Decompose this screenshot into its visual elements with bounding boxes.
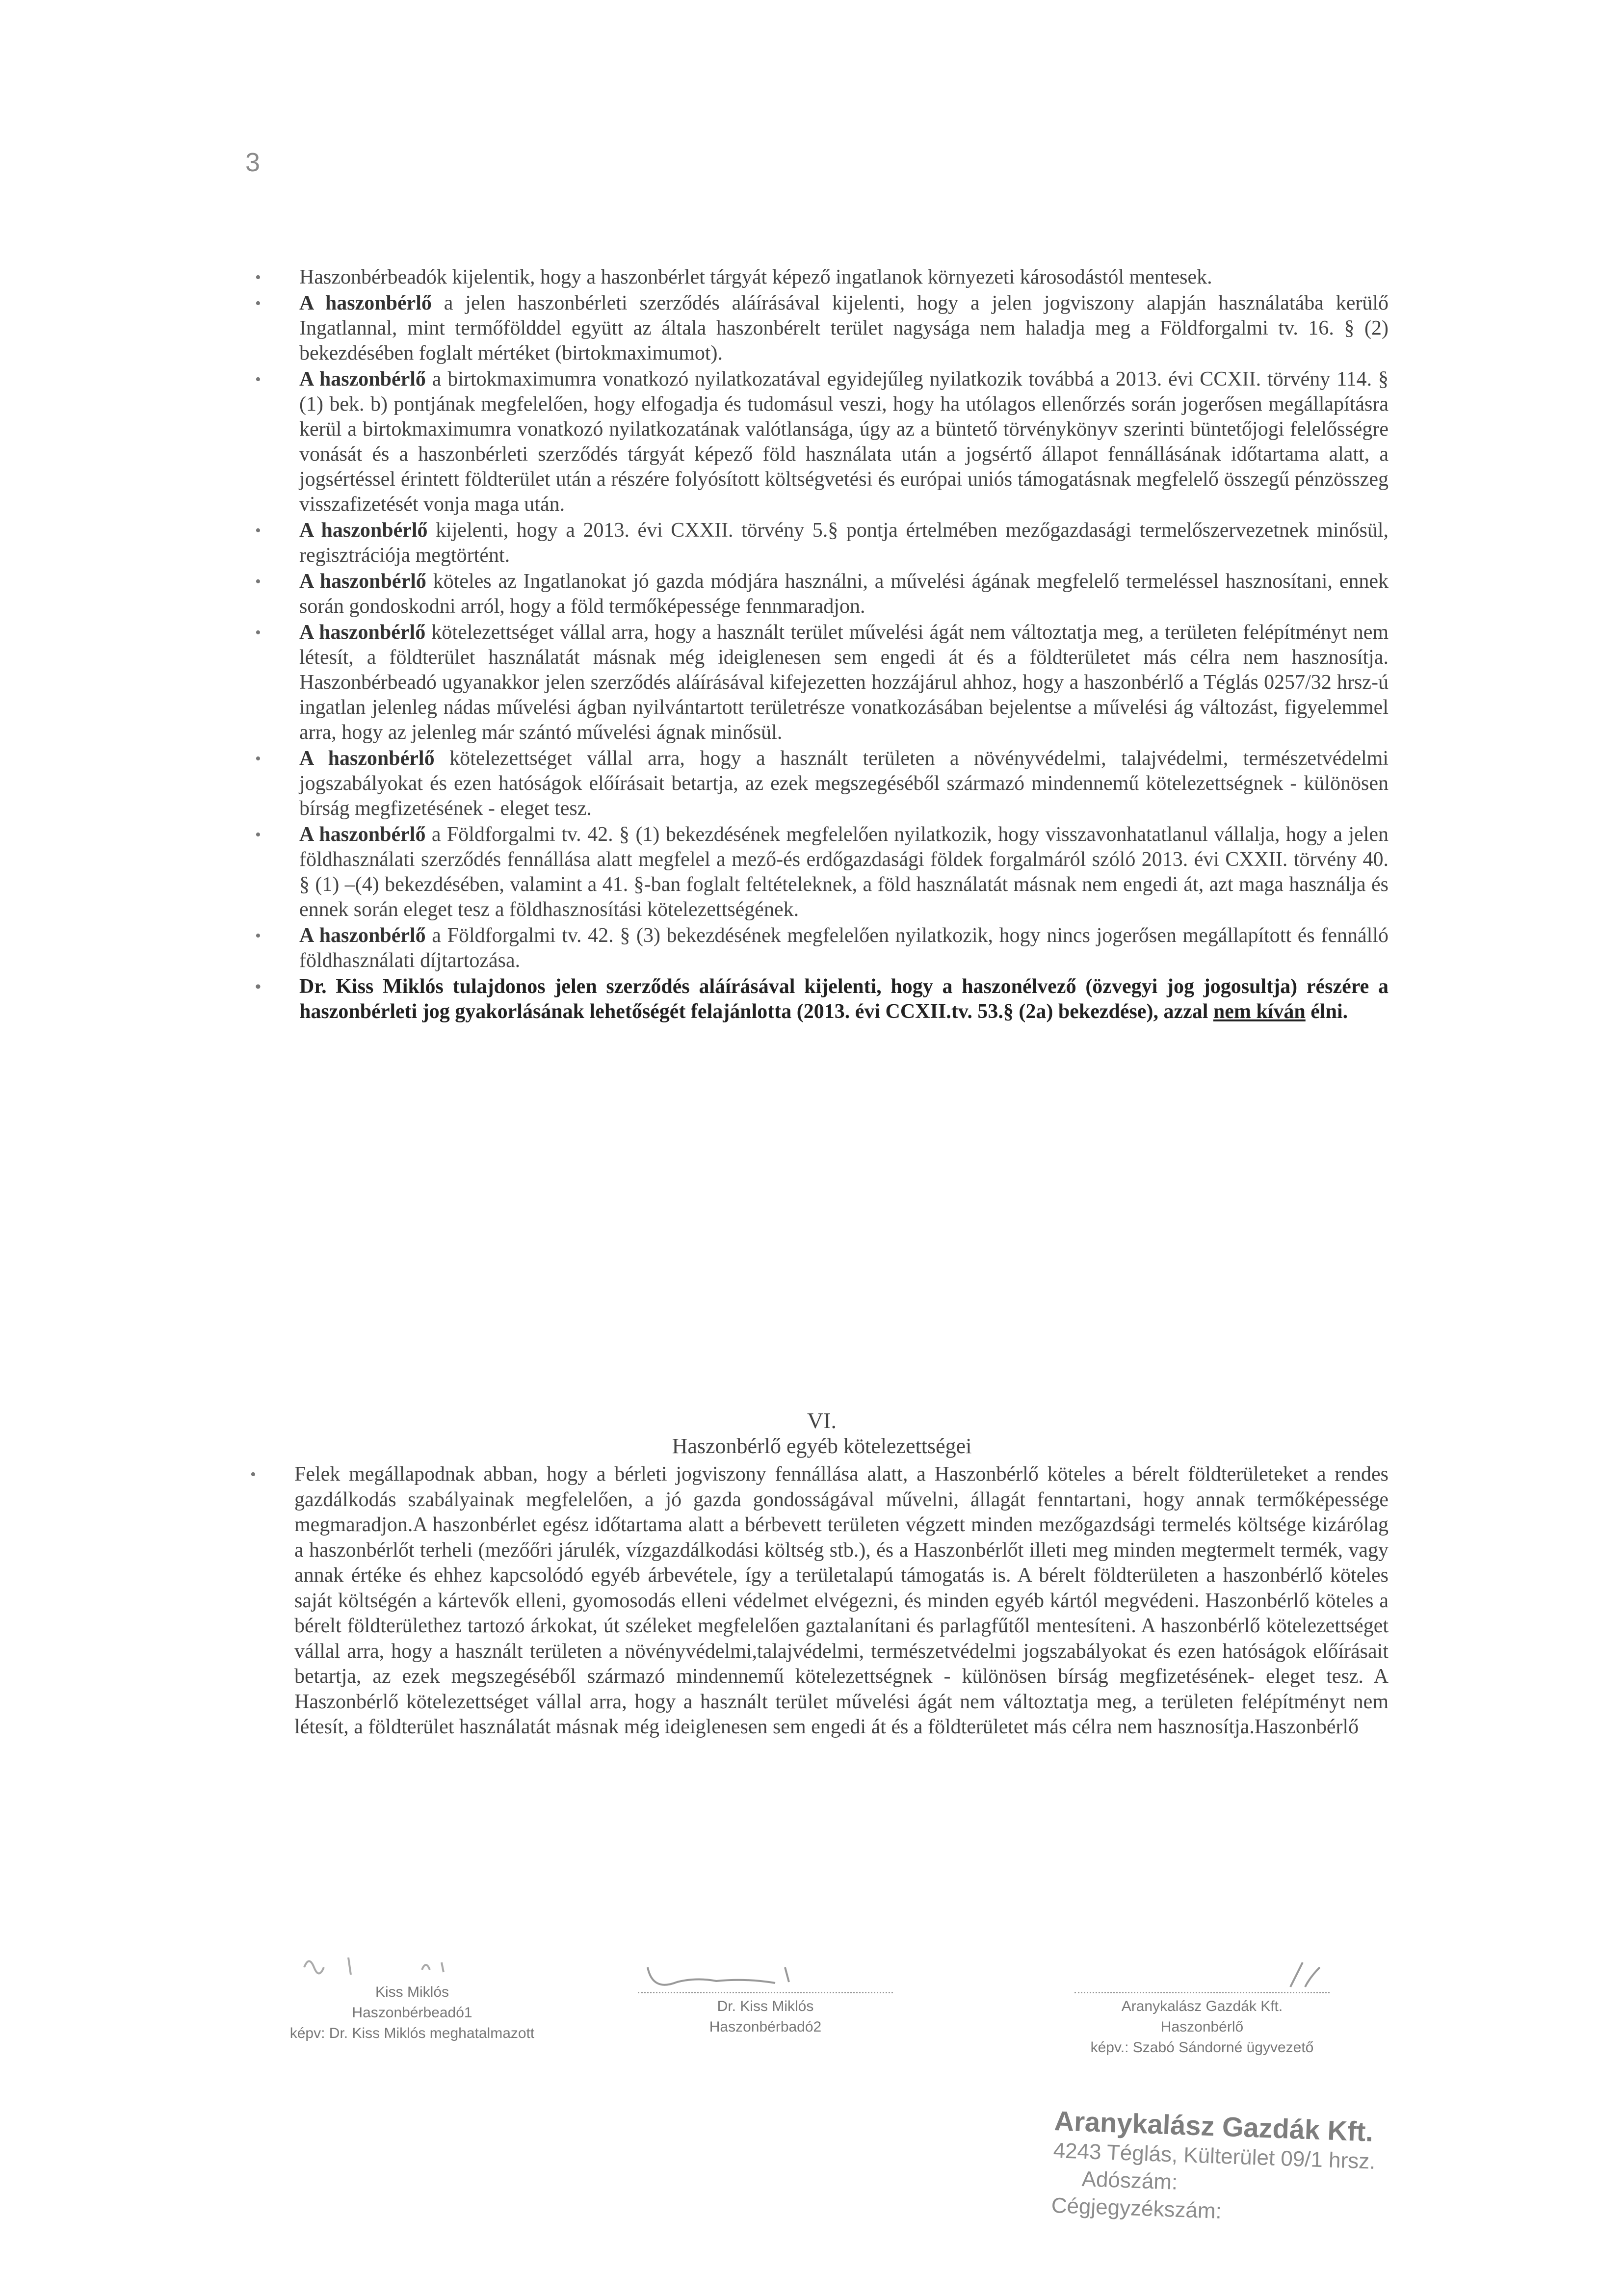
usufructuary-declaration: • Dr. Kiss Miklós tulajdonos jelen szerződés aláírásával kijelenti, hogy a haszonélvező (özvegyi jog jogosultja) részére a haszonbérleti jog gyakorlásának lehetőségét felajánlotta (2013. évi CCXII.tv. 53.§ (2a) bekezdése), azzal nem kíván élni. bbox=[255, 974, 1388, 1024]
signer-name: Kiss Miklós bbox=[375, 1984, 449, 2000]
list-item: • A haszonbérlő a Földforgalmi tv. 42. § (3) bekezdésének megfelelően nyilatkozik, hogy nincs jogerősen megállapított és fennálló földhasználati díjtartozása. bbox=[255, 923, 1388, 973]
handwritten-signature-icon bbox=[1074, 1957, 1330, 1992]
signature-block-lessee bbox=[1074, 1957, 1330, 2058]
declarations-list bbox=[255, 265, 1388, 1025]
list-item: • A haszonbérlő a Földforgalmi tv. 42. § (1) bekezdésének megfelelően nyilatkozik, hogy visszavonhatatlanul vállalja, hogy a jelen földhasználati szerződés fennállása alatt megfelel a mező-és erdőgazdasági földek forgalmáról szóló 2013. évi CXXII. törvény 40. § (1) –(4) bekezdésében, valamint a 41. §-ban foglalt feltételeknek, a föld használatát másnak nem engedi át, azt maga használja és ennek során eleget tesz a földhasznosítási kötelezettségének. bbox=[255, 822, 1388, 922]
signer-name: Aranykalász Gazdák Kft. bbox=[1121, 1998, 1283, 2014]
signer-note: képv: Dr. Kiss Miklós meghatalmazott bbox=[289, 2025, 535, 2041]
list-item: • A haszonbérlő kötelezettséget vállal arra, hogy a használt területen a növényvédelmi, talajvédelmi, természetvédelmi jogszabályokat és ezen hatóságok előírásait betartja, az ezek megszegéséből származó mindennemű kötelezettségnek - különösen bírság megfizetésének - eleget tesz. bbox=[255, 746, 1388, 821]
section-heading bbox=[255, 1408, 1388, 1459]
signature-block-lessor2 bbox=[638, 1957, 893, 2037]
list-item: • A haszonbérlő köteles az Ingatlanokat jó gazda módjára használni, a művelési ágának megfelelő termeléssel hasznosítani, ennek során gondoskodni arról, hogy a föld termőképessége fennmaradjon. bbox=[255, 569, 1388, 619]
list-item: • A haszonbérlő kötelezettséget vállal arra, hogy a használt terület művelési ágát nem változtatja meg, a területen felépítményt nem létesít, a földterület használatát másnak még ideiglenesen sem engedi át és a földterületet más célra nem hasznosítja. Haszonbérbeadó ugyanakkor jelen szerződés aláírásával kifejezetten hozzájárul ahhoz, hogy a haszonbérlő a Téglás 0257/32 hrsz-ú ingatlan jelenleg nádas művelési ágban nyilvántartott területrésze vonatkozásában bejelentse a művelési ág változást, figyelemmel arra, hogy az jelenleg már szántó művelési ágnak minősül. bbox=[255, 620, 1388, 745]
company-stamp bbox=[1051, 2105, 1408, 2232]
list-item: • A haszonbérlő a birtokmaximumra vonatkozó nyilatkozatával egyidejűleg nyilatkozik továbbá a 2013. évi CCXII. törvény 114. § (1) bek. b) pontjának megfelelően, hogy elfogadja és tudomásul veszi, hogy ha utólagos ellenőrzés során jogerősen megállapításra kerül a birtokmaximumra vonatkozó nyilatkozatának valótlansága, úgy az a büntető törvénykönyv szerinti büntetőjogi felelősségre vonását és a haszonbérleti szerződés tárgyát képező föld használata után a jogsértő állapot fennállásának időtartama alatt, a jogsértéssel érintett földterület után a részére folyósított költségvetési és európai uniós támogatásnak megfelelő összegű pénzösszeg visszafizetését vonja maga után. bbox=[255, 367, 1388, 517]
list-item: • Haszonbérbeadók kijelentik, hogy a haszonbérlet tárgyát képező ingatlanok környezeti károsodástól mentesek. bbox=[255, 265, 1388, 290]
section-paragraph: • Felek megállapodnak abban, hogy a bérleti jogviszony fennállása alatt, a Haszonbérlő köteles a bérelt földterületeket a rendes gazdálkodás szabályainak megfelelően, a jó gazda gondosságával művelni, állagát fenntartani, hogy annak termőképessége megmaradjon.A haszonbérlet egész időtartama alatt a bérbevett területen végzett minden mezőgazdsági termelés költsége kizárólag a haszonbérlőt terheli (mezőőri járulék, vízgazdálkodási költség stb.), és a Haszonbérlőt illeti meg minden megtermelt termék, vagy annak értéke és ehhez kapcsolódó egyéb árbevétele, így a területalapú támogatás is. A bérelt földterületen a haszonbérlő köteles saját költségén a kártevők elleni, gyomosodás elleni védelmet elvégezni, és minden egyéb kártól megvédeni. Haszonbérlő köteles a bérelt földterülethez tartozó árkokat, út széleket megfelelően gaztalanítani és parlagfűtől mentesíteni. A haszonbérlő kötelezettséget vállal arra, hogy a használt területen a növényvédelmi,talajvédelmi, természetvédelmi jogszabályokat és ezen hatóságok előírásait betartja, az ezek megszegéséből származó mindennemű kötelezettségnek - különösen bírság megfizetésének- eleget tesz. A Haszonbérlő kötelezettséget vállal arra, hogy a használt terület művelési ágát nem változtatja meg, a területen felépítményt nem létesít, a földterület használatát másnak még ideiglenesen sem engedi át és a földterületet más célra nem hasznosítja.Haszonbérlő bbox=[255, 1462, 1388, 1740]
stamp-registration-number: Cégjegyzékszám: bbox=[1050, 2193, 1222, 2223]
section-number: VI. bbox=[807, 1408, 837, 1433]
section-title: Haszonbérlő egyéb kötelezettségei bbox=[672, 1434, 972, 1458]
signature-line bbox=[638, 1992, 893, 1993]
handwritten-signature-icon bbox=[275, 1948, 550, 1982]
signer-role: Haszonbérbeadó1 bbox=[352, 2005, 472, 2021]
signer-name: Dr. Kiss Miklós bbox=[717, 1998, 814, 2014]
page-number: 3 bbox=[245, 148, 261, 177]
signature-block-lessor1 bbox=[275, 1948, 550, 2044]
stamp-address: 4243 Téglás, Külterület 09/1 hrsz. bbox=[1052, 2138, 1376, 2174]
signer-note: képv.: Szabó Sándorné ügyvezető bbox=[1090, 2039, 1314, 2056]
list-item: • A haszonbérlő a jelen haszonbérleti szerződés aláírásával kijelenti, hogy a jelen jogviszony alapján használatába kerülő Ingatlannal, mint termőfölddel együtt az általa haszonbérelt terület nagysága nem haladja meg a Földforgalmi tv. 16. § (2) bekezdésében foglalt mértéket (birtokmaximumot). bbox=[255, 291, 1388, 366]
signature-line bbox=[1074, 1992, 1330, 1993]
signer-role: Haszonbérlő bbox=[1160, 2019, 1244, 2035]
signer-role: Haszonbérbadó2 bbox=[709, 2019, 822, 2035]
handwritten-signature-icon bbox=[638, 1957, 893, 1992]
list-item: • A haszonbérlő kijelenti, hogy a 2013. évi CXXII. törvény 5.§ pontja értelmében mezőgazdasági termelőszervezetnek minősül, regisztrációja megtörtént. bbox=[255, 518, 1388, 568]
stamp-company-name: Aranykalász Gazdák Kft. bbox=[1053, 2105, 1374, 2147]
stamp-tax-number: Adószám: bbox=[1081, 2167, 1179, 2194]
